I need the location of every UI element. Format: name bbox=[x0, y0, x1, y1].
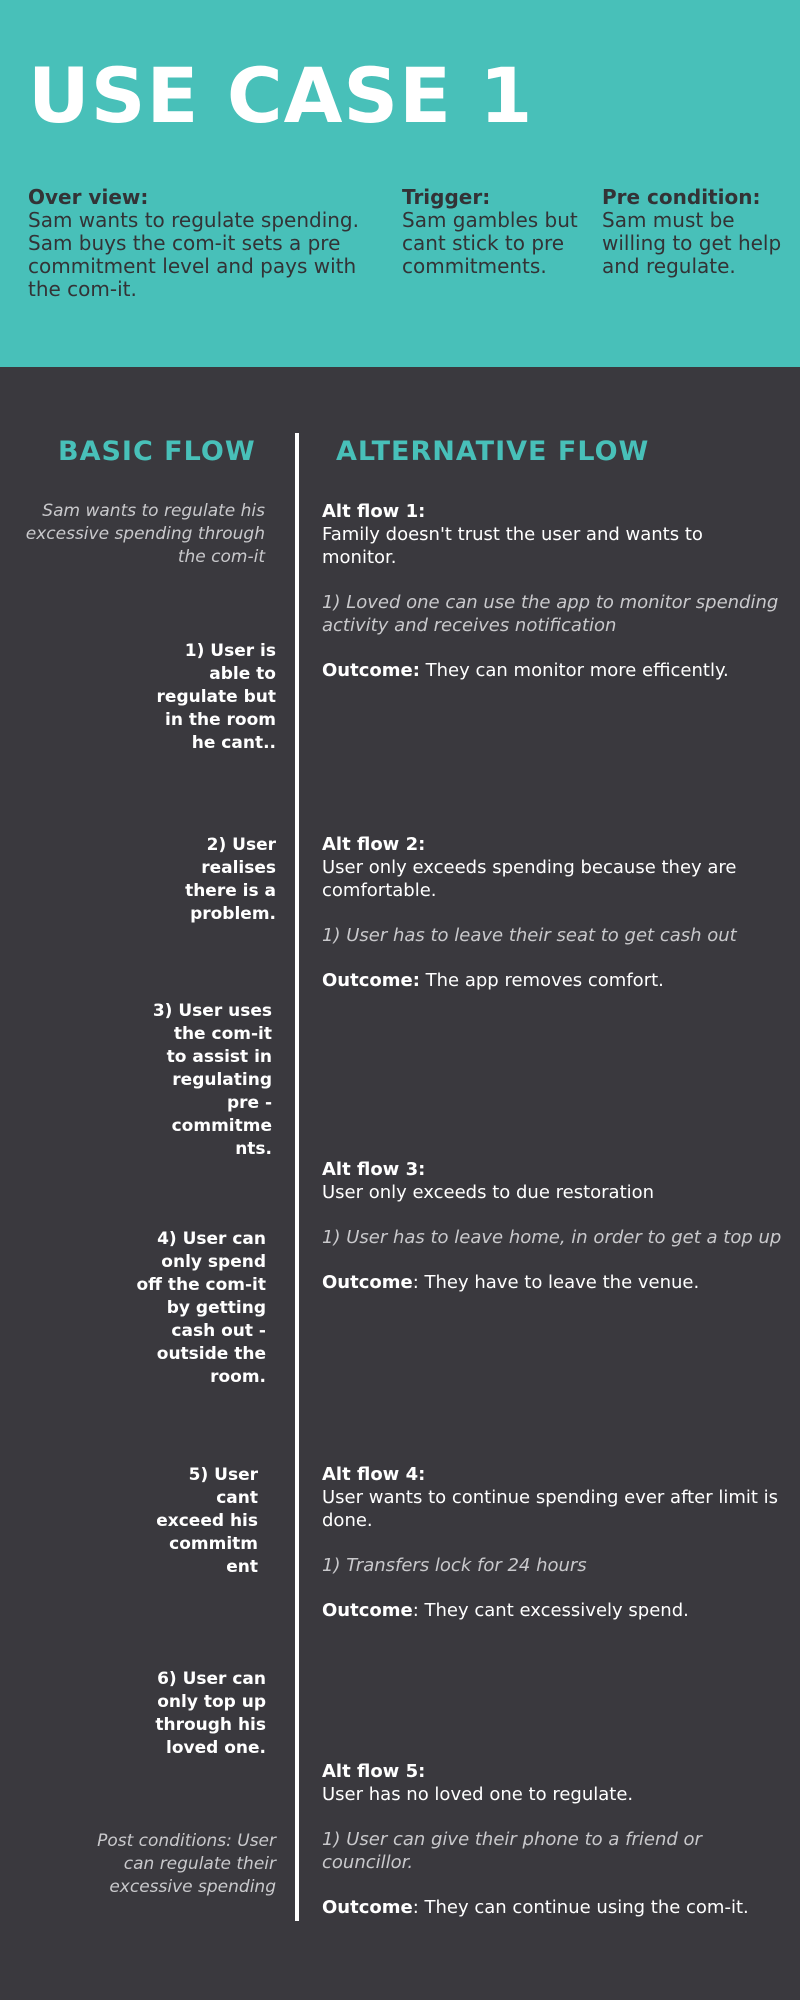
basic-flow-intro: Sam wants to regulate his excessive spending through the com-it bbox=[25, 501, 265, 567]
outcome-text: They can monitor more efficently. bbox=[419, 660, 729, 681]
outcome-text: : They have to leave the venue. bbox=[412, 1272, 700, 1293]
outcome-label: Outcome bbox=[322, 1600, 413, 1621]
alt-flow-label: Alt flow 1: bbox=[322, 501, 426, 522]
alt-flow-label: Alt flow 2: bbox=[322, 834, 426, 855]
alt-flow-step: 1) User can give their phone to a friend or councillor. bbox=[322, 1829, 702, 1873]
basic-flow-title: BASIC FLOW bbox=[58, 436, 256, 467]
precondition-text: Sam must be willing to get help and regulate. bbox=[602, 208, 782, 278]
alt-flow-outcome bbox=[322, 1271, 782, 1294]
outcome-label: Outcome bbox=[322, 1897, 413, 1918]
outcome-label: Outcome bbox=[322, 1272, 413, 1293]
alt-flow-step: 1) User has to leave their seat to get cash out bbox=[322, 925, 737, 946]
alt-flow-desc: User has no loved one to regulate. bbox=[322, 1784, 634, 1805]
trigger-text: Sam gambles but cant stick to pre commitments. bbox=[402, 208, 578, 278]
outcome-label: Outcome: bbox=[322, 970, 420, 991]
basic-step-4: 4) User can only spend off the com-it by getting cash out - outside the room. bbox=[136, 1229, 266, 1387]
page-title: USE CASE 1 bbox=[28, 51, 534, 140]
basic-step-1: 1) User is able to regulate but in the room he cant.. bbox=[156, 641, 276, 753]
alt-flow-outcome bbox=[322, 969, 782, 992]
alt-flow-3 bbox=[322, 1158, 782, 1294]
outcome-text: : They can continue using the com-it. bbox=[412, 1897, 749, 1918]
alt-flow-label: Alt flow 4: bbox=[322, 1464, 426, 1485]
trigger-label: Trigger: bbox=[402, 185, 491, 209]
alt-flow-1 bbox=[322, 500, 782, 682]
alt-flow-desc: User wants to continue spending ever after limit is done. bbox=[322, 1487, 779, 1531]
precondition-section bbox=[602, 186, 792, 278]
alt-flow-desc: User only exceeds to due restoration bbox=[322, 1182, 655, 1203]
alt-flow-label: Alt flow 3: bbox=[322, 1159, 426, 1180]
outcome-text: : They cant excessively spend. bbox=[412, 1600, 689, 1621]
outcome-text: The app removes comfort. bbox=[419, 970, 664, 991]
alt-flow-step: 1) User has to leave home, in order to get a top up bbox=[322, 1227, 782, 1248]
header-banner bbox=[0, 0, 800, 367]
outcome-label: Outcome: bbox=[322, 660, 420, 681]
alt-flow-desc: Family doesn't trust the user and wants to monitor. bbox=[322, 524, 703, 568]
precondition-label: Pre condition: bbox=[602, 185, 761, 209]
alt-flow-step: 1) Loved one can use the app to monitor spending activity and receives notification bbox=[322, 592, 779, 636]
basic-step-2: 2) User realises there is a problem. bbox=[185, 835, 276, 924]
alt-flow-4 bbox=[322, 1463, 782, 1622]
alt-flow-5 bbox=[322, 1760, 782, 1919]
alt-flow-outcome bbox=[322, 1599, 782, 1622]
alt-flow-2 bbox=[322, 833, 782, 992]
post-conditions: Post conditions: User can regulate their excessive spending bbox=[97, 1831, 276, 1897]
overview-label: Over view: bbox=[28, 185, 149, 209]
column-divider bbox=[295, 433, 299, 1921]
overview-section bbox=[28, 186, 378, 301]
alt-flow-outcome bbox=[322, 1896, 782, 1919]
alt-flow-outcome bbox=[322, 659, 782, 682]
overview-text: Sam wants to regulate spending. Sam buys the com-it sets a pre commitment level and pays with the com-it. bbox=[28, 208, 359, 301]
basic-step-5: 5) User cant exceed his commitm ent bbox=[156, 1465, 258, 1577]
trigger-section bbox=[402, 186, 582, 278]
alt-flow-step: 1) Transfers lock for 24 hours bbox=[322, 1555, 587, 1576]
basic-step-6: 6) User can only top up through his loved one. bbox=[155, 1669, 266, 1758]
alt-flow-label: Alt flow 5: bbox=[322, 1761, 426, 1782]
alt-flow-desc: User only exceeds spending because they are comfortable. bbox=[322, 857, 737, 901]
alternative-flow-title: ALTERNATIVE FLOW bbox=[336, 436, 650, 467]
basic-step-3: 3) User uses the com-it to assist in regulating pre - commitme nts. bbox=[152, 1001, 272, 1159]
